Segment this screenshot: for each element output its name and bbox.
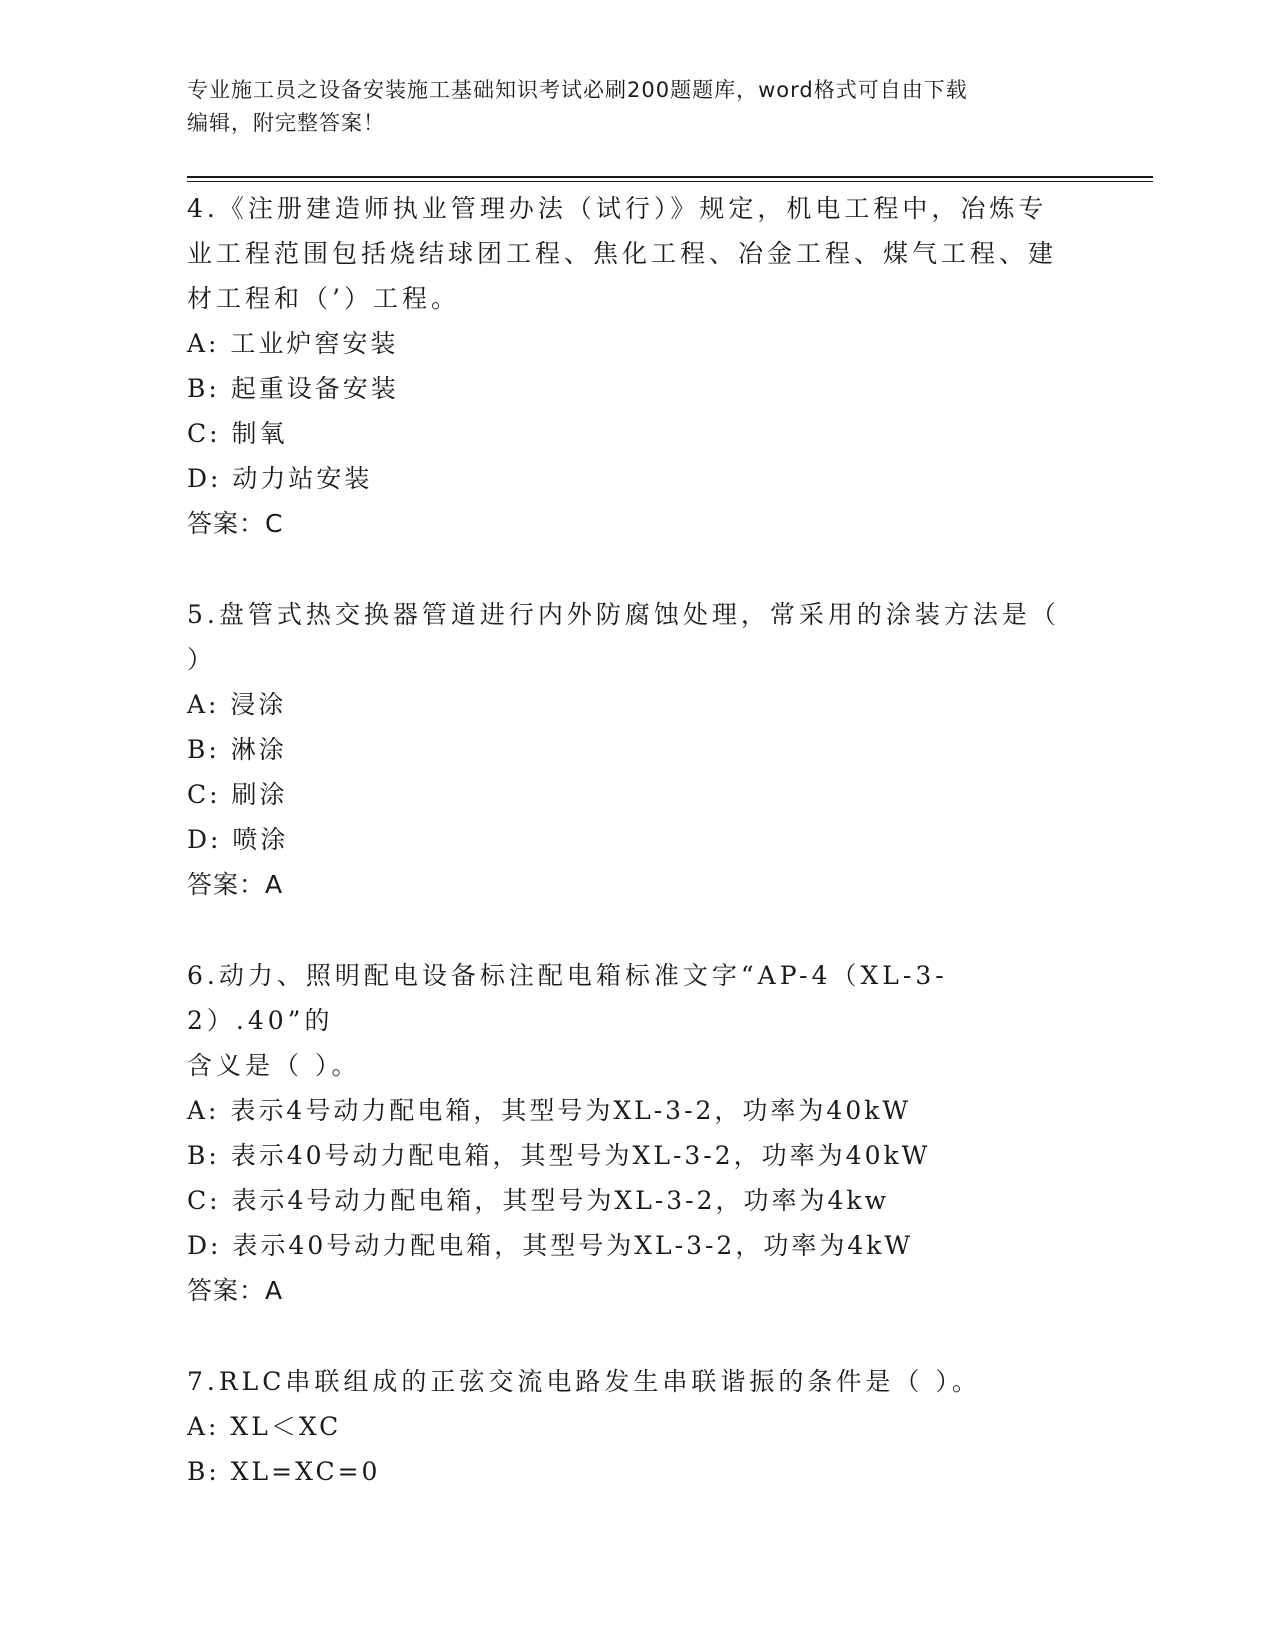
header-divider-thin	[187, 181, 1153, 182]
question-line: 4.《注册建造师执业管理办法（试行）》规定，机电工程中，冶炼专	[187, 194, 1048, 223]
question-6	[187, 953, 1077, 1313]
question-7	[187, 1359, 1077, 1494]
header-line-1: 专业施工员之设备安装施工基础知识考试必刷200题题库，word格式可自由下载	[187, 78, 968, 102]
option-a: A: 工业炉窖安装	[187, 329, 399, 358]
answer: 答案：A	[187, 1276, 284, 1305]
question-line: ）	[187, 645, 217, 674]
question-text	[187, 1359, 1077, 1404]
option-b: B: XL=XC=0	[187, 1457, 381, 1486]
answer: 答案：C	[187, 509, 284, 538]
question-line: 材工程和（’）工程。	[187, 284, 460, 313]
option-b: B: 淋涂	[187, 735, 287, 764]
option-a: A: 浸涂	[187, 690, 287, 719]
option-c: C: 刷涂	[187, 780, 288, 809]
header-line-2: 编辑，附完整答案！	[187, 111, 385, 135]
question-line: 含义是（ ）。	[187, 1051, 361, 1080]
option-d: D: 动力站安装	[187, 464, 373, 493]
question-5	[187, 592, 1077, 907]
answer: 答案：A	[187, 870, 284, 899]
document-header	[187, 74, 1087, 140]
question-text	[187, 186, 1077, 321]
option-b: B: 起重设备安装	[187, 374, 399, 403]
question-line: 业工程范围包括烧结球团工程、焦化工程、冶金工程、煤气工程、建	[187, 239, 1058, 268]
question-list	[187, 186, 1077, 1540]
option-b: B: 表示40号动力配电箱，其型号为XL-3-2，功率为40kW	[187, 1141, 931, 1170]
question-4	[187, 186, 1077, 546]
option-a: A: 表示4号动力配电箱，其型号为XL-3-2，功率为40kW	[187, 1096, 912, 1125]
header-divider-thick	[187, 176, 1153, 178]
option-d: D: 表示40号动力配电箱，其型号为XL-3-2，功率为4kW	[187, 1231, 914, 1260]
option-d: D: 喷涂	[187, 825, 289, 854]
question-line: 7.RLC串联组成的正弦交流电路发生串联谐振的条件是（ ）。	[187, 1367, 981, 1396]
option-c: C: 表示4号动力配电箱，其型号为XL-3-2，功率为4kw	[187, 1186, 889, 1215]
option-c: C: 制氧	[187, 419, 288, 448]
question-text	[187, 953, 1077, 1088]
question-text	[187, 592, 1077, 682]
question-line: 5.盘管式热交换器管道进行内外防腐蚀处理，常采用的涂装方法是（	[187, 600, 1060, 629]
option-a: A: XL＜XC	[187, 1412, 342, 1441]
question-line: 6.动力、照明配电设备标注配电箱标准文字“AP-4（XL-3-2）.40”的	[187, 961, 948, 1035]
